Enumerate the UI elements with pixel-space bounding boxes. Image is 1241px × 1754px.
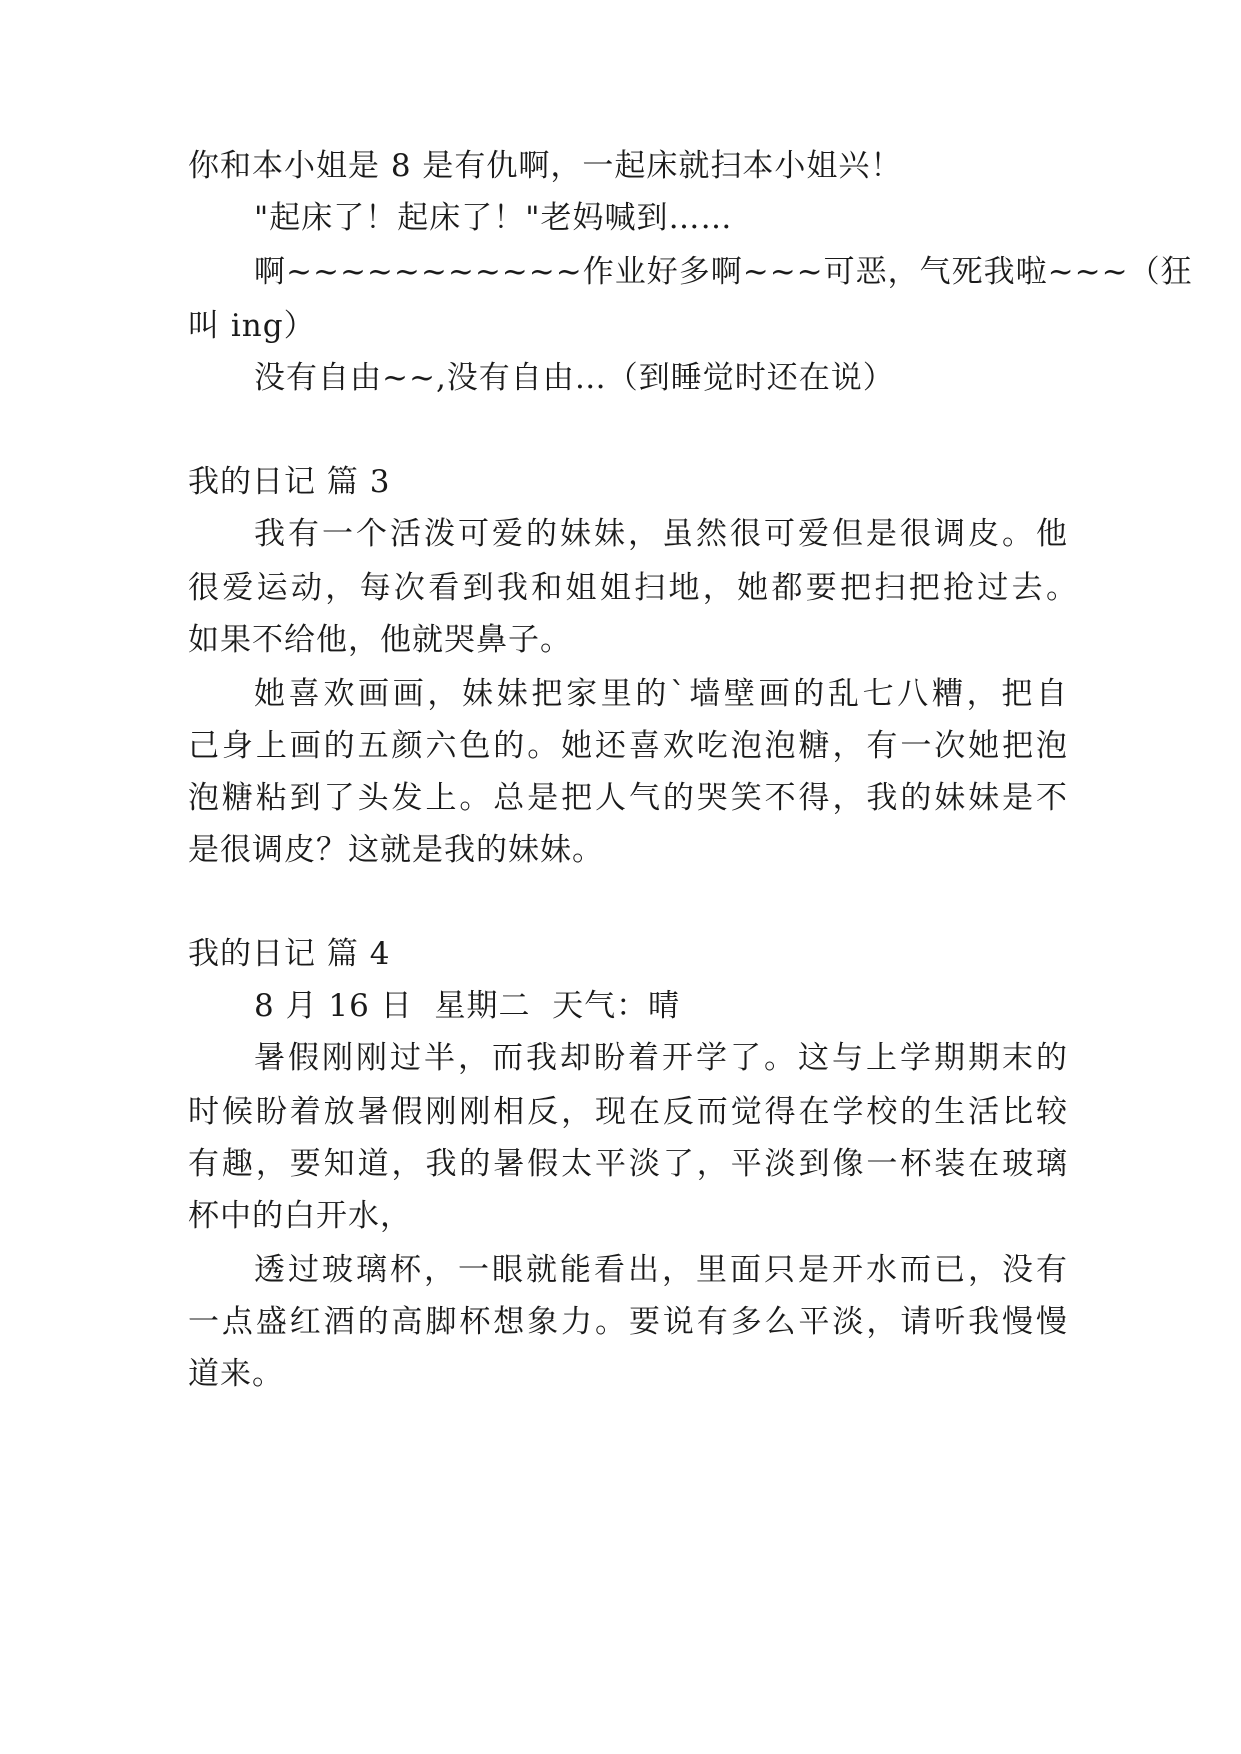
paragraph-line: 透过玻璃杯，一眼就能看出，里面只是开水而已，没有: [254, 1252, 1068, 1288]
paragraph-line: 时候盼着放暑假刚刚相反，现在反而觉得在学校的生活比较: [188, 1094, 1068, 1130]
paragraph-line: 己身上画的五颜六色的。她还喜欢吃泡泡糖，有一次她把泡: [188, 728, 1068, 764]
paragraph-line: 道来。: [188, 1356, 284, 1392]
section-heading: 我的日记 篇 4: [188, 936, 391, 972]
paragraph-line: 你和本小姐是 8 是有仇啊，一起床就扫本小姐兴！: [188, 148, 903, 184]
paragraph-line: 我有一个活泼可爱的妹妹，虽然很可爱但是很调皮。他: [254, 516, 1068, 552]
paragraph-line: 一点盛红酒的高脚杯想象力。要说有多么平淡，请听我慢慢: [188, 1304, 1068, 1340]
date-line: 8 月 16 日 星期二 天气：晴: [254, 988, 681, 1024]
paragraph-line: 杯中的白开水，: [188, 1198, 412, 1234]
paragraph-line: 如果不给他，他就哭鼻子。: [188, 622, 572, 658]
paragraph-line: 啊~~~~~~~~~~~作业好多啊~~~可恶，气死我啦~~~（狂: [254, 254, 1193, 290]
paragraph-line: 有趣，要知道，我的暑假太平淡了，平淡到像一杯装在玻璃: [188, 1146, 1068, 1182]
paragraph-line: 泡糖粘到了头发上。总是把人气的哭笑不得，我的妹妹是不: [188, 780, 1068, 816]
paragraph-line: 很爱运动，每次看到我和姐姐扫地，她都要把扫把抢过去。: [188, 570, 1078, 606]
section-heading: 我的日记 篇 3: [188, 464, 391, 500]
paragraph-line: 暑假刚刚过半，而我却盼着开学了。这与上学期期末的: [254, 1040, 1068, 1076]
paragraph-line: 是很调皮？这就是我的妹妹。: [188, 832, 604, 868]
paragraph-line: 叫 ing）: [188, 308, 316, 344]
paragraph-line: 没有自由~~,没有自由…（到睡觉时还在说）: [254, 360, 895, 396]
paragraph-line: "起床了！起床了！"老妈喊到……: [254, 200, 733, 236]
paragraph-line: 她喜欢画画，妹妹把家里的`墙壁画的乱七八糟，把自: [254, 676, 1068, 712]
